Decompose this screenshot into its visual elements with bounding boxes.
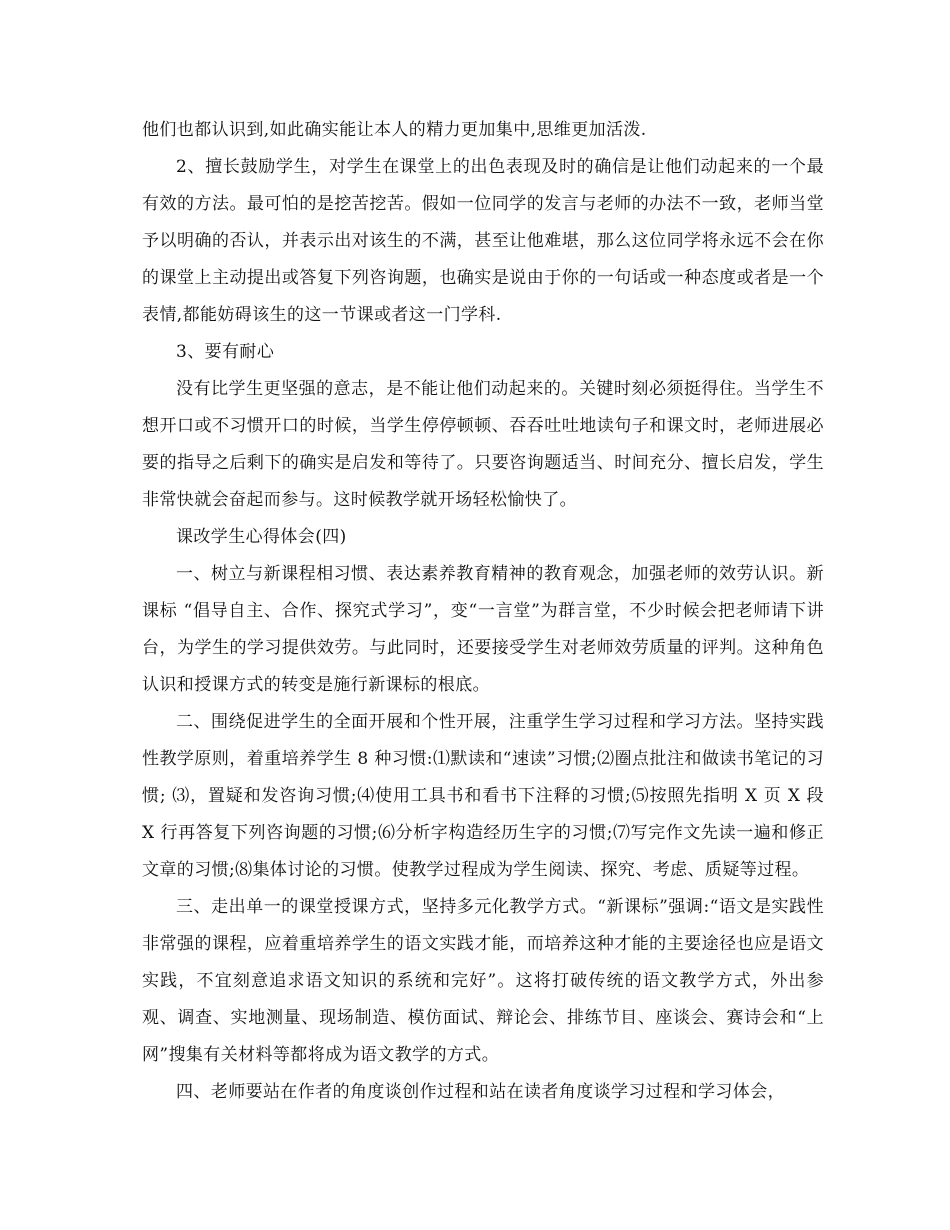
paragraph-section-3: 三、走出单一的课堂授课方式，坚持多元化教学方式。“新课标”强调:“语文是实践性非常强的课程，应着重培养学生的语文实践才能，而培养这种才能的主要途径也应是语文实践，不宜刻意追求语文知识的系统和完好”。这将打破传统的语文教学方式，外出参观、调查、实地测量、现场制造、模仿面试、辩论会、排练节目、座谈会、赛诗会和“上网”搜集有关材料等都将成为语文教学的方式。 xyxy=(142,897,824,1065)
paragraph-patience: 没有比学生更坚强的意志，是不能让他们动起来的。关键时刻必须挺得住。当学生不想开口或不习惯开口的时候，当学生停停顿顿、吞吞吐吐地读句子和课文时，老师进展必要的指导之后剩下的确实是启发和等待了。只要咨询题适当、时间充分、擅长启发，学生非常快就会奋起而参与。这时候教学就开场轻松愉快了。 xyxy=(142,379,824,510)
paragraph-point-2: 2、擅长鼓励学生，对学生在课堂上的出色表现及时的确信是让他们动起来的一个最有效的方法。最可怕的是挖苦挖苦。假如一位同学的发言与老师的办法不一致，老师当堂予以明确的否认，并表示出对该生的不满，甚至让他难堪，那么这位同学将永远不会在你的课堂上主动提出或答复下列咨询题，也确实是说由于你的一句话或一种态度或者是一个表情,都能妨碍该生的这一节课或者这一门学科. xyxy=(142,157,824,325)
document-body xyxy=(142,112,824,1111)
paragraph-continuation: 他们也都认识到,如此确实能让本人的精力更加集中,思维更加活泼. xyxy=(142,120,647,140)
heading-point-3: 3、要有耐心 xyxy=(176,342,275,362)
paragraph-section-1: 一、树立与新课程相习惯、表达素养教育精神的教育观念，加强老师的效劳认识。新课标 “倡导自主、合作、探究式学习”，变“一言堂”为群言堂，不少时候会把老师请下讲台，为学生的学习提供效劳。与此同时，还要接受学生对老师效劳质量的评判。这种角色认识和授课方式的转变是施行新课标的根底。 xyxy=(142,564,824,695)
paragraph-section-2: 二、围绕促进学生的全面开展和个性开展，注重学生学习过程和学习方法。坚持实践性教学原则，着重培养学生 8 种习惯:⑴默读和“速读”习惯;⑵圈点批注和做读书笔记的习惯; ⑶，置疑和发咨询习惯;⑷使用工具书和看书下注释的习惯;⑸按照先指明 X 页 X 段 X 行再答复下列咨询题的习惯;⑹分析字构造经历生字的习惯;⑺写完作文先读一遍和修正文章的习惯;⑻集体讨论的习惯。使教学过程成为学生阅读、探究、考虑、质疑等过程。 xyxy=(142,712,824,880)
section-title: 课改学生心得体会(四) xyxy=(176,527,347,547)
paragraph-section-4: 四、老师要站在作者的角度谈创作过程和站在读者角度谈学习过程和学习体会， xyxy=(176,1082,785,1102)
